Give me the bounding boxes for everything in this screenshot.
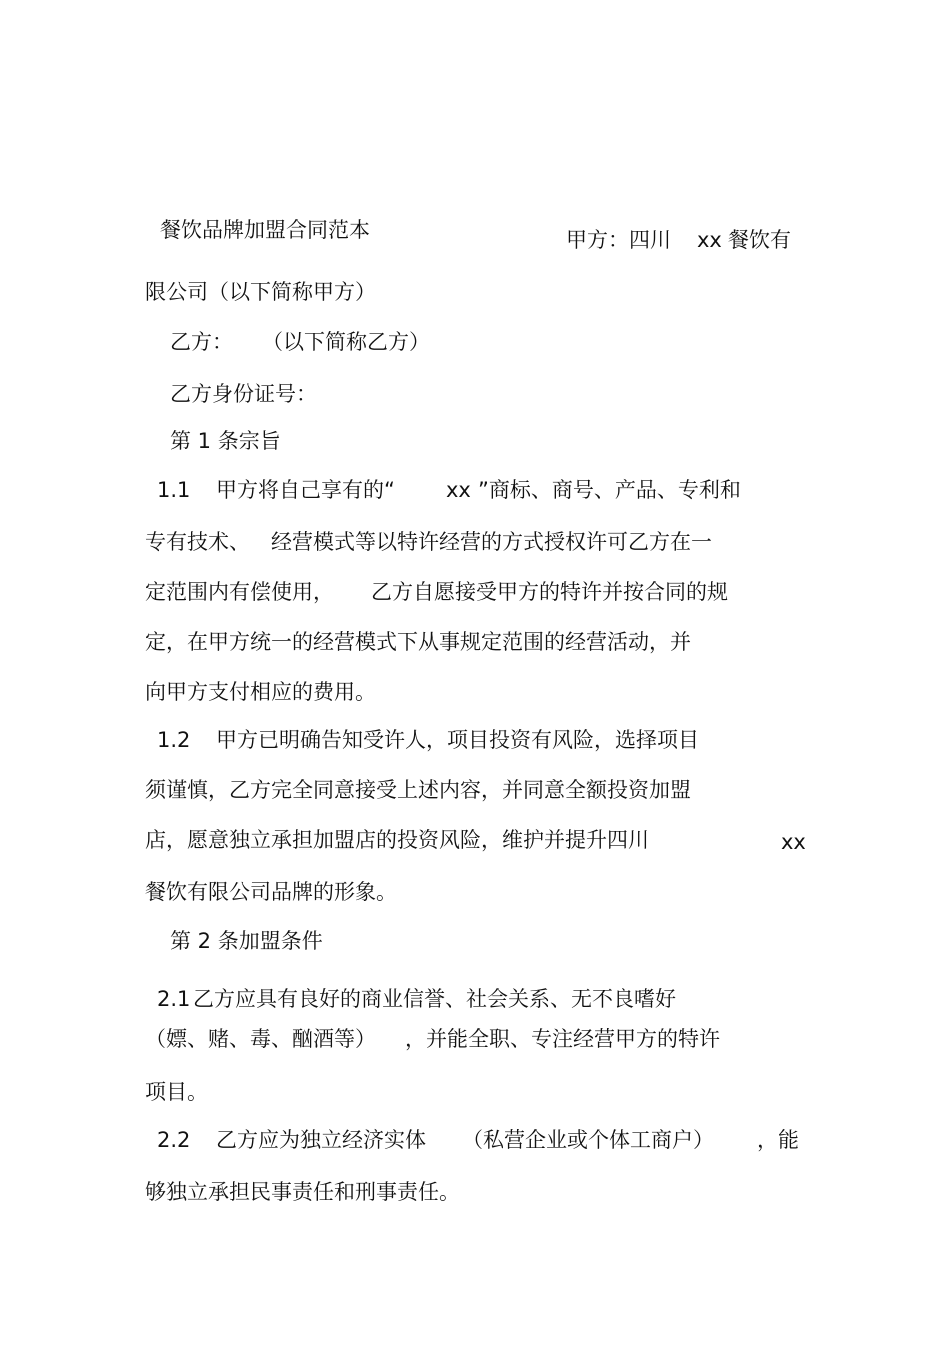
clause-1-1-line3a: 定范围内有偿使用， [145, 580, 334, 604]
clause-1-2-line1: 甲方已明确告知受许人，项目投资有风险，选择项目 [216, 728, 699, 752]
clause-1-1-line5: 向甲方支付相应的费用。 [145, 680, 376, 704]
party-b-id-label: 乙方身份证号： [170, 382, 317, 406]
clause-2-1-line2a: （嫖、赌、毒、酗酒等） [145, 1027, 376, 1051]
clause-2-2-number: 2.2 [157, 1128, 191, 1152]
clause-1-1-line4: 定，在甲方统一的经营模式下从事规定范围的经营活动，并 [145, 630, 691, 654]
clause-2-1-line2b: ，并能全职、专注经营甲方的特许 [405, 1027, 720, 1051]
clause-1-1-line3b: 乙方自愿接受甲方的特许并按合同的规 [371, 580, 728, 604]
clause-2-2-line2: 够独立承担民事责任和刑事责任。 [145, 1180, 460, 1204]
party-a-xx: xx [697, 228, 722, 252]
clause-2-2-line1c: ，能 [757, 1128, 799, 1152]
clause-2-2-line1b: （私营企业或个体工商户） [462, 1128, 714, 1152]
clause-1-1-text-a: 甲方将自己享有的“ [216, 478, 395, 502]
clause-2-1-line3: 项目。 [145, 1080, 208, 1104]
clause-1-1-line2a: 专有技术、 [145, 530, 250, 554]
clause-2-2-line1a: 乙方应为独立经济实体 [216, 1128, 426, 1152]
clause-2-1-number: 2.1 [157, 987, 191, 1011]
clause-1-1-text-b: ”商标、商号、产品、专利和 [478, 478, 741, 502]
clause-1-2-line3: 店，愿意独立承担加盟店的投资风险，维护并提升四川 [145, 828, 649, 852]
party-a-line2: 限公司（以下简称甲方） [145, 280, 376, 304]
party-a-suffix: 餐饮有 [728, 228, 791, 252]
party-b-note: （以下简称乙方） [262, 330, 430, 354]
party-a-prefix: 甲方：四川 [566, 228, 671, 252]
clause-1-2-line4: 餐饮有限公司品牌的形象。 [145, 880, 397, 904]
clause-1-2-number: 1.2 [157, 728, 191, 752]
document-title: 餐饮品牌加盟合同范本 [160, 218, 370, 242]
clause-2-1-line1: 乙方应具有良好的商业信誉、社会关系、无不良嗜好 [193, 987, 676, 1011]
clause-1-2-line2: 须谨慎，乙方完全同意接受上述内容，并同意全额投资加盟 [145, 778, 691, 802]
party-b-label: 乙方： [170, 330, 233, 354]
clause-1-2-xx: xx [781, 830, 806, 854]
clause-1-1-xx: xx [446, 478, 471, 502]
article-2-heading: 第 2 条加盟条件 [170, 929, 323, 953]
clause-1-1-line2b: 经营模式等以特许经营的方式授权许可乙方在一 [271, 530, 712, 554]
clause-1-1-number: 1.1 [157, 478, 191, 502]
article-1-heading: 第 1 条宗旨 [170, 429, 281, 453]
